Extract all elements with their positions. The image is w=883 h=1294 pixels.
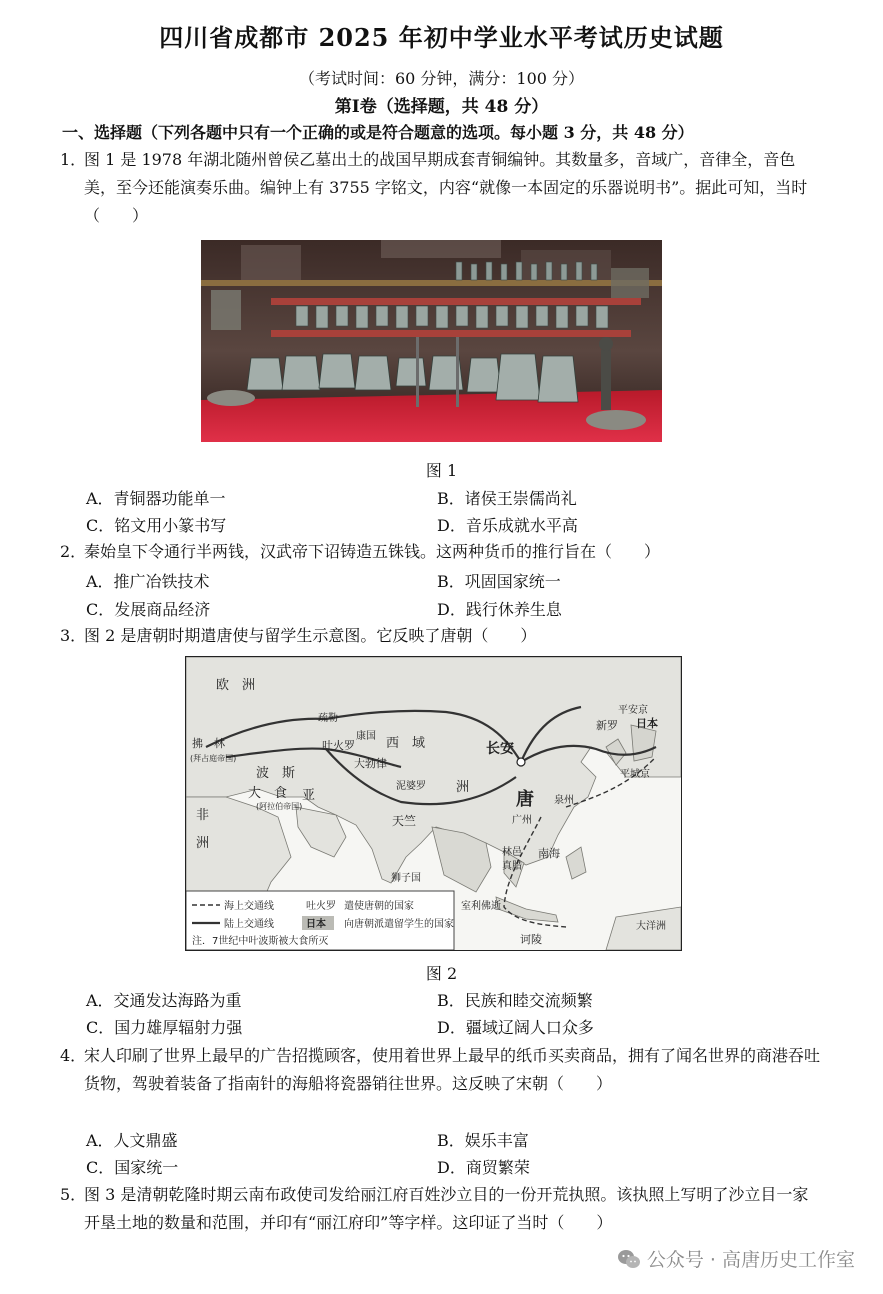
legend-land-route: 陆上交通线 [224, 919, 274, 930]
question-number: 4． [60, 1046, 87, 1065]
map-label-asia-zhou: 洲 [456, 780, 470, 795]
section-heading: 一、选择题（下列各题中只有一个正确的或是符合题意的选项。每小题 3 分，共 48 分） [62, 123, 694, 142]
question-text: 图 2 是唐朝时期遣唐使与留学生示意图。它反映了唐朝（ ） [84, 626, 537, 645]
q3-option-d[interactable]: D．疆域辽阔人口众多 [437, 1018, 594, 1037]
map-label-nipoluo: 泥婆罗 [396, 781, 426, 792]
q1-option-c[interactable]: C．铭文用小篆书写 [86, 516, 227, 535]
q4-option-b[interactable]: B．娱乐丰富 [437, 1131, 529, 1150]
legend-note: 注．7世纪中叶波斯被大食所灭 [192, 936, 329, 947]
map-label-shilifoshi: 室利佛逝 [461, 901, 501, 912]
legend-desc-students: 向唐朝派遣留学生的国家 [344, 919, 454, 930]
figure-1-bronze-bells-photo [201, 240, 662, 442]
map-label-kangguo: 康国 [356, 731, 376, 742]
question-4 [60, 1042, 820, 1098]
q2-option-a[interactable]: A．推广冶铁技术 [86, 572, 210, 591]
question-number: 1． [60, 150, 87, 169]
map-label-ya: 亚 [302, 788, 316, 803]
question-3 [60, 622, 820, 650]
map-label-dabolu: 大勃律 [354, 757, 387, 770]
q4-option-c[interactable]: C．国家统一 [86, 1158, 179, 1177]
q3-option-b[interactable]: B．民族和睦交流频繁 [437, 991, 593, 1010]
map-label-fulin-sub: (拜占庭帝国) [190, 754, 237, 763]
map-label-shiziguo: 狮子国 [391, 873, 421, 884]
map-label-huajing: 平城京 [620, 769, 650, 780]
map-label-changan: 长安 [486, 741, 514, 757]
map-label-fei-zhou: 洲 [196, 836, 210, 851]
map-label-nanhai: 南海 [538, 847, 560, 860]
map-label-linyi: 林邑 [502, 847, 522, 858]
q4-option-d[interactable]: D．商贸繁荣 [437, 1158, 530, 1177]
watermark-text: 公众号 · 高唐历史工作室 [646, 1249, 855, 1271]
question-text: 图 3 是清朝乾隆时期云南布政使司发给丽江府百姓沙立目的一份开荒执照。该执照上写明了沙立目一家开垦土地的数量和范围，并印有“丽江府印”等字样。这印证了当时（ ） [84, 1185, 809, 1232]
question-number: 3． [60, 626, 87, 645]
map-label-dashi: 大 食 [248, 786, 288, 801]
legend-desc-envoy: 遣使唐朝的国家 [344, 901, 414, 912]
question-1 [60, 146, 820, 230]
legend-sea-route: 海上交通线 [224, 901, 274, 912]
map-label-guangzhou: 广州 [512, 815, 532, 826]
figure-2-caption: 图 2 [425, 964, 458, 983]
q1-option-d[interactable]: D．音乐成就水平高 [437, 516, 578, 535]
figure-1-caption: 图 1 [425, 461, 458, 480]
q2-option-b[interactable]: B．巩固国家统一 [437, 572, 561, 591]
map-label-helin: 诃陵 [520, 933, 542, 946]
map-label-tianzhu: 天竺 [392, 814, 417, 828]
figure-2-tang-envoys-map [185, 656, 682, 951]
q2-option-c[interactable]: C．发展商品经济 [86, 600, 211, 619]
map-label-dashi-sub: (阿拉伯帝国) [256, 802, 303, 811]
watermark [617, 1245, 855, 1272]
wechat-icon [617, 1248, 641, 1270]
map-label-oceania: 大洋洲 [636, 921, 666, 932]
q3-option-a[interactable]: A．交通发达海路为重 [86, 991, 242, 1010]
question-2 [60, 538, 820, 566]
map-label-europe: 欧 洲 [216, 678, 256, 693]
map-label-japan: 日本 [636, 717, 658, 730]
legend-sample-japan: 日本 [306, 919, 326, 930]
map-label-zhenla: 真腊 [502, 861, 522, 872]
map-label-tang: 唐 [516, 789, 534, 810]
map-label-xiyu: 西 域 [386, 736, 426, 751]
exam-meta: （考试时间：60 分钟，满分：100 分） [298, 69, 585, 88]
map-label-bosi: 波 斯 [256, 766, 296, 781]
question-text: 宋人印刷了世界上最早的广告招揽顾客，使用着世界上最早的纸币买卖商品，拥有了闻名世界的商港吞吐货物，驾驶着装备了指南针的海船将瓷器销往世界。这反映了宋朝（ ） [84, 1046, 821, 1093]
q2-option-d[interactable]: D．践行休养生息 [437, 600, 562, 619]
question-number: 5． [60, 1185, 87, 1204]
map-legend [186, 891, 454, 950]
map-label-fei: 非 [196, 808, 210, 823]
map-label-fulin: 拂 林 [192, 737, 225, 750]
question-number: 2． [60, 542, 87, 561]
q4-option-a[interactable]: A．人文鼎盛 [86, 1131, 178, 1150]
map-label-quanzhou: 泉州 [554, 795, 574, 806]
map-label-pingan: 平安京 [618, 705, 648, 716]
map-label-tuhuoluo: 吐火罗 [322, 739, 355, 752]
question-text: 秦始皇下令通行半两钱，汉武帝下诏铸造五铢钱。这两种货币的推行旨在（ ） [84, 542, 661, 561]
q1-option-a[interactable]: A．青铜器功能单一 [86, 489, 226, 508]
exam-title: 四川省成都市 2025 年初中学业水平考试历史试题 [159, 23, 724, 52]
legend-sample-tuhuoluo: 吐火罗 [306, 901, 336, 912]
q3-option-c[interactable]: C．国力雄厚辐射力强 [86, 1018, 243, 1037]
map-label-shule: 疏勒 [318, 713, 338, 724]
map-label-xinluo: 新罗 [596, 719, 618, 732]
q1-option-b[interactable]: B．诸侯王崇儒尚礼 [437, 489, 577, 508]
question-text: 图 1 是 1978 年湖北随州曾侯乙墓出土的战国早期成套青铜编钟。其数量多，音域广，音律全，音色美，至今还能演奏乐曲。编钟上有 3755 字铭文，内容“就像一本固定的乐器说明书”。据此可知，当时（ ） [84, 150, 808, 225]
question-5 [60, 1181, 820, 1237]
part-heading: 第Ⅰ卷（选择题，共 48 分） [334, 97, 549, 117]
